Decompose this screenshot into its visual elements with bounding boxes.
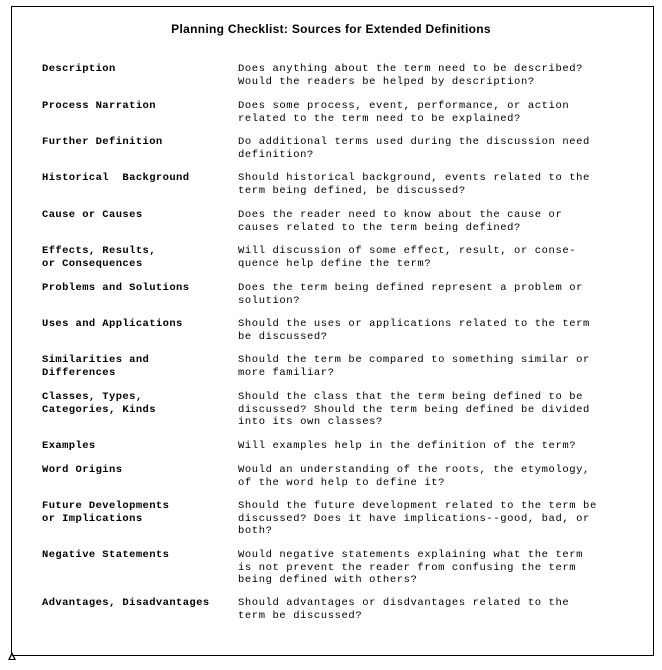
term-label: Classes, Types, Categories, Kinds bbox=[42, 391, 156, 416]
term-label: Word Origins bbox=[42, 464, 123, 476]
question-text: Does anything about the term need to be described? Would the readers be helped by description? bbox=[238, 63, 584, 88]
question-text: Should the class that the term being defined to be discussed? Should the term being defined be divided into its own classes? bbox=[238, 391, 590, 428]
term-label: Uses and Applications bbox=[42, 318, 183, 330]
question-text: Does some process, event, performance, or action related to the term need to be explained? bbox=[238, 100, 570, 125]
page-title: Planning Checklist: Sources for Extended Definitions bbox=[171, 22, 491, 36]
question-text: Should the term be compared to something similar or more familiar? bbox=[238, 354, 590, 379]
term-label: Advantages, Disadvantages bbox=[42, 597, 210, 609]
term-label: Examples bbox=[42, 440, 96, 452]
question-text: Should the future development related to the term be discussed? Does it have implications--good, bad, or both? bbox=[238, 500, 597, 537]
question-text: Will discussion of some effect, result, or conse- quence help define the term? bbox=[238, 245, 577, 270]
question-text: Should advantages or disdvantages related to the term be discussed? bbox=[238, 597, 570, 622]
question-text: Does the term being defined represent a problem or solution? bbox=[238, 282, 584, 307]
question-text: Should historical background, events related to the term being defined, be discussed? bbox=[238, 172, 590, 197]
term-label: Description bbox=[42, 63, 116, 75]
question-text: Should the uses or applications related to the term be discussed? bbox=[238, 318, 590, 343]
question-text: Will examples help in the definition of the term? bbox=[238, 440, 577, 452]
term-label: Effects, Results, or Consequences bbox=[42, 245, 156, 270]
term-label: Negative Statements bbox=[42, 549, 170, 561]
term-label: Further Definition bbox=[42, 136, 163, 148]
term-label: Process Narration bbox=[42, 100, 156, 112]
term-label: Similarities and Differences bbox=[42, 354, 150, 379]
corner-marker-icon bbox=[8, 652, 16, 660]
question-text: Would an understanding of the roots, the etymology, of the word help to define it? bbox=[238, 464, 590, 489]
term-label: Cause or Causes bbox=[42, 209, 143, 221]
question-text: Do additional terms used during the discussion need definition? bbox=[238, 136, 590, 161]
term-label: Future Developments or Implications bbox=[42, 500, 170, 525]
term-label: Problems and Solutions bbox=[42, 282, 190, 294]
question-text: Would negative statements explaining what the term is not prevent the reader from confusing the term being defined with others? bbox=[238, 549, 584, 586]
term-label: Historical Background bbox=[42, 172, 190, 184]
question-text: Does the reader need to know about the cause or causes related to the term being defined? bbox=[238, 209, 563, 234]
